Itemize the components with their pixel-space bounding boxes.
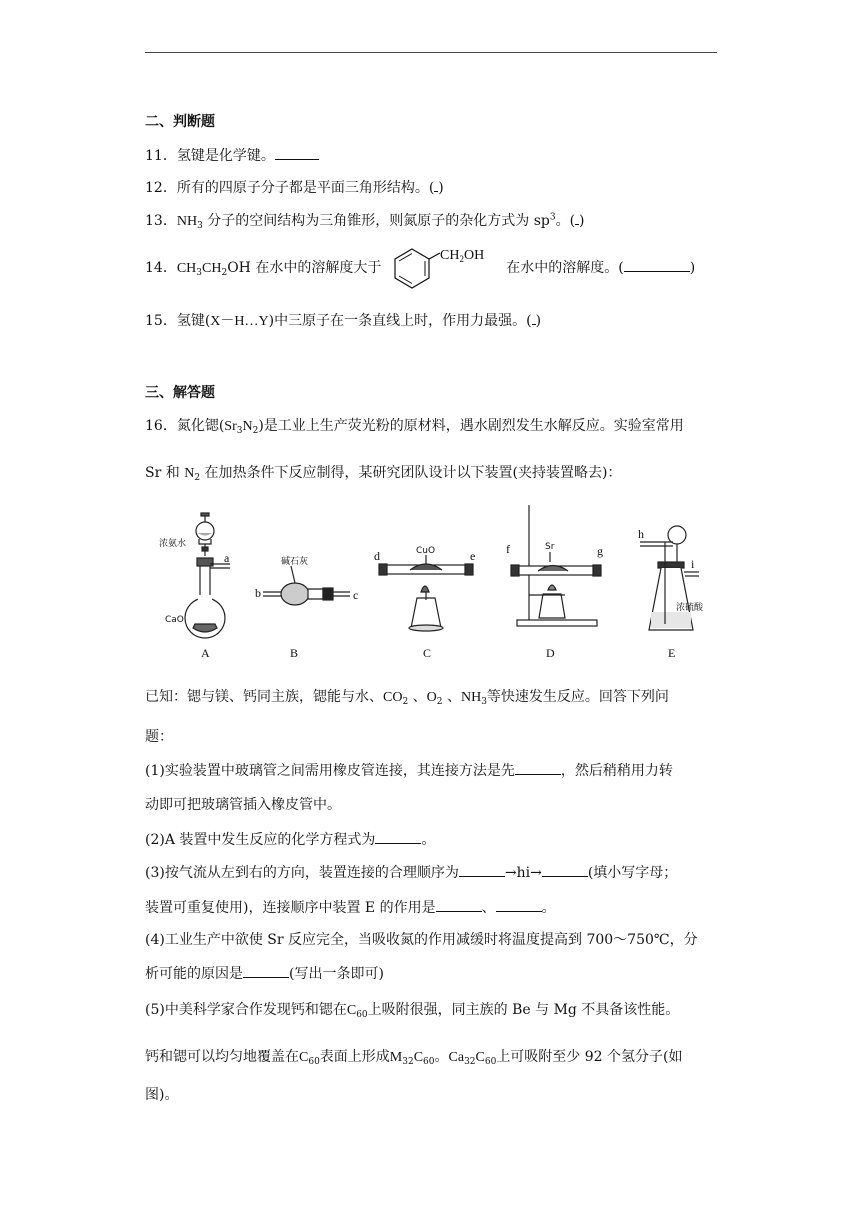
answer-blank[interactable] [375, 829, 421, 844]
formula-part: CO [383, 690, 403, 705]
question-text: OH 在水中的溶解度大于 [227, 260, 382, 276]
question-15 [145, 310, 541, 332]
port-g: g [597, 544, 603, 558]
question-text: 氮化锶( [176, 418, 225, 434]
question-11 [145, 145, 319, 166]
subscript: 32 [402, 1057, 414, 1067]
caption-e: E [668, 646, 676, 660]
question-13 [145, 210, 585, 232]
question-number: 11． [145, 148, 177, 164]
question-text: Sr 和 [145, 465, 185, 481]
question-16-line2 [145, 463, 621, 484]
question-number: 15． [145, 313, 177, 329]
question-text: 已知：锶与镁、钙同主族，锶能与水、 [145, 689, 383, 705]
subscript: 2 [194, 473, 201, 483]
part-4: (4)工业生产中欲使 Sr 反应完全，当吸收氮的作用减缓时将温度提高到 700～750℃，分 [145, 932, 698, 948]
formula-part: M [389, 1050, 403, 1065]
apparatus-a [185, 513, 230, 638]
section-title-judgement: 二、判断题 [145, 114, 215, 130]
port-i: i [691, 557, 695, 571]
formula-part: Ca [448, 1050, 465, 1065]
formula-part: C [413, 1050, 424, 1065]
substituent-label: $CH_2OH$ [439, 248, 484, 264]
question-16-known-end: 题： [145, 729, 173, 745]
subscript: 3 [196, 268, 203, 278]
formula-part: Sr [224, 419, 237, 434]
benzyl-alcohol-structure [388, 246, 500, 290]
question-text: (写出一条即可) [289, 966, 384, 982]
question-number: 14． [145, 260, 177, 276]
subscript: 60 [356, 1010, 368, 1020]
formula-part: CH [202, 261, 222, 276]
question-14 [145, 246, 695, 291]
formula-part: CH [176, 261, 197, 276]
port-f: f [506, 542, 510, 556]
superscript: 3 [549, 212, 556, 223]
subscript: 2 [221, 268, 228, 278]
question-text: (2)A 装置中发生反应的化学方程式为 [145, 832, 376, 848]
port-c: c [353, 588, 359, 602]
formula-part: O [426, 690, 437, 705]
question-text: 。( [555, 213, 576, 229]
close-paren: ) [535, 313, 542, 329]
apparatus-diagram [145, 500, 717, 670]
question-text: (1)实验装置中玻璃管之间需用橡皮管连接，其连接方法是先 [145, 763, 515, 779]
header-rule [145, 52, 717, 53]
formula-part: NH [176, 214, 198, 229]
part-5-cont [145, 1047, 683, 1068]
question-text: 表面上形成 [319, 1049, 390, 1065]
subscript: 60 [484, 1057, 497, 1067]
question-text: 氢键( [176, 313, 211, 329]
subscript: 60 [423, 1057, 435, 1067]
answer-blank[interactable] [515, 760, 561, 775]
subscript: 3 [236, 426, 243, 436]
apparatus-c [379, 555, 473, 631]
label-soda-lime: 碱石灰 [281, 557, 309, 567]
answer-blank[interactable] [624, 257, 690, 272]
question-16-line1 [145, 416, 684, 437]
part-3-cont [145, 897, 556, 918]
question-text: 上吸附很强，同主族的 Be 与 Mg 不具备该性能。 [367, 1002, 680, 1018]
label-conc-sulfuric-acid: 浓硫酸 [676, 603, 704, 613]
question-text: )中三原子在一条直线上时，作用力最强。( [268, 313, 532, 329]
caption-d: D [546, 646, 555, 660]
question-text: 等快速发生反应。回答下列问 [486, 689, 669, 705]
separator: 、 [481, 900, 496, 916]
port-h: h [638, 527, 644, 541]
answer-blank[interactable] [459, 862, 505, 877]
port-e: e [470, 549, 476, 563]
question-text: 。 [421, 832, 436, 848]
answer-blank[interactable] [436, 897, 482, 912]
answer-blank[interactable] [275, 145, 319, 160]
part-1 [145, 760, 673, 781]
question-text: 析可能的原因是 [145, 966, 243, 982]
close-paren: ) [438, 180, 444, 196]
subscript: 3 [481, 697, 487, 707]
label-conc-ammonia: 浓氨水 [159, 539, 187, 549]
question-text: (填小写字母； [587, 865, 678, 881]
apparatus-d [511, 505, 601, 626]
question-text: 分子的空间结构为三角锥形，则氮原子的杂化方式为 sp [202, 213, 550, 229]
hydrogen-bond-formula: X－H…Y [210, 314, 269, 329]
answer-blank[interactable] [542, 862, 588, 877]
subscript: 2 [436, 697, 443, 707]
subscript: 3 [197, 221, 203, 231]
question-number: 13． [145, 213, 177, 229]
question-16-known [145, 687, 669, 708]
formula-part: N [184, 466, 195, 481]
part-1-cont: 动即可把玻璃管插入橡皮管中。 [145, 797, 341, 813]
subscript: 32 [464, 1057, 476, 1067]
subscript: 60 [308, 1057, 320, 1067]
question-text: 。 [541, 900, 556, 916]
caption-b: B [290, 646, 299, 660]
question-text: 装置可重复使用)，连接顺序中装置 E 的作用是 [145, 900, 436, 916]
label-sr: Sr [545, 542, 555, 552]
separator: 、 [442, 689, 461, 705]
separator: 、 [408, 689, 427, 705]
formula-part: N [242, 419, 253, 434]
caption-a: A [201, 646, 210, 660]
port-d: d [374, 549, 380, 563]
answer-blank[interactable] [243, 963, 289, 978]
question-text: (5)中美科学家合作发现钙和锶在 [145, 1002, 347, 1018]
double-bond [399, 254, 412, 262]
question-12 [145, 177, 444, 198]
port-b: b [255, 586, 261, 600]
part-4-cont [145, 963, 384, 984]
question-text: 所有的四原子分子都是平面三角形结构。( [176, 180, 435, 196]
question-text: 氢键是化学键。 [176, 148, 275, 164]
close-paren: ) [579, 213, 585, 229]
part-5 [145, 1000, 679, 1021]
question-number: 12． [145, 180, 177, 196]
question-text: 。 [434, 1049, 449, 1065]
port-a: a [224, 551, 230, 565]
formula-part: C [346, 1003, 357, 1018]
question-text: 在水中的溶解度。( [506, 260, 624, 276]
apparatus-e [640, 526, 699, 630]
question-text: 上可吸附至少 92 个氢分子(如 [496, 1049, 683, 1065]
part-3 [145, 862, 677, 883]
close-paren: ) [689, 260, 696, 276]
question-number: 16． [145, 418, 177, 434]
part-2 [145, 829, 435, 850]
double-bond [399, 276, 412, 284]
question-text: 钙和锶可以均匀地覆盖在 [145, 1049, 299, 1065]
question-text: →hi→ [504, 865, 542, 881]
part-5-end: 图)。 [145, 1087, 179, 1103]
formula-part: C [475, 1050, 485, 1065]
question-text: 在加热条件下反应制得，某研究团队设计以下装置(夹持装置略去)： [200, 465, 622, 481]
benzene-ring [395, 249, 429, 288]
label-cao: CaO [165, 615, 184, 625]
substituent-bond [429, 253, 440, 259]
apparatus-b [263, 566, 350, 605]
answer-blank[interactable] [496, 897, 542, 912]
question-text: (3)按气流从左到右的方向，装置连接的合理顺序为 [145, 865, 459, 881]
section-title-answer: 三、解答题 [145, 385, 215, 401]
formula-part: C [299, 1050, 309, 1065]
label-cuo: CuO [416, 546, 436, 556]
question-text: )是工业上生产荧光粉的原材料，遇水剧烈发生水解反应。实验室常用 [258, 418, 684, 434]
subscript: 2 [252, 426, 259, 436]
caption-c: C [423, 646, 432, 660]
question-text: ，然后稍稍用力转 [560, 763, 673, 779]
subscript: 2 [402, 697, 409, 707]
formula-part: NH [460, 690, 482, 705]
